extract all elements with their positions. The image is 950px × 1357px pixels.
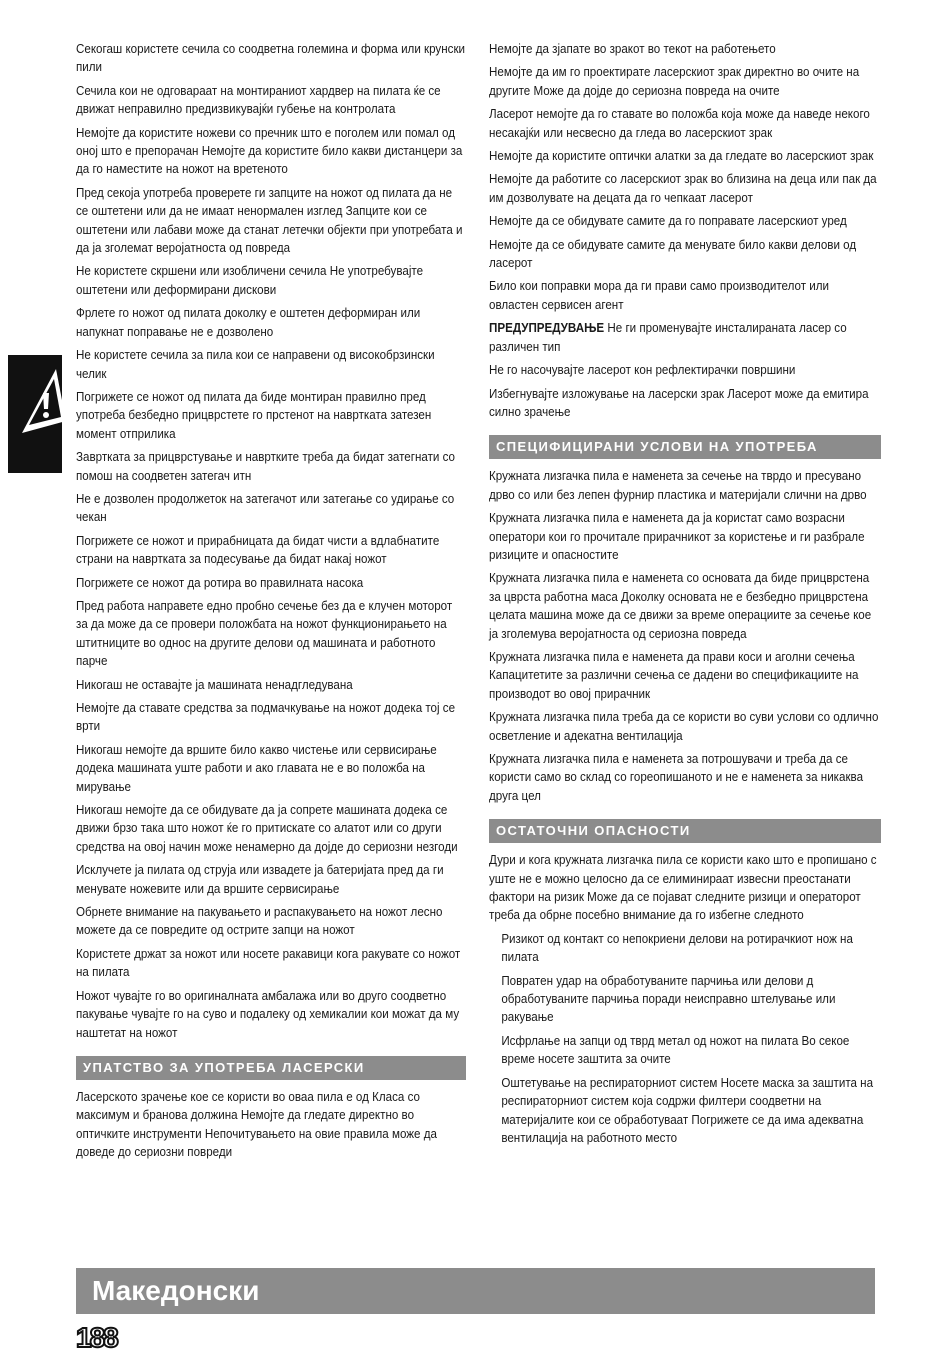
paragraph: Не го насочувајте ласерот кон рефлектирачки површини <box>489 362 796 378</box>
section-heading-residual: ОСТАТОЧНИ ОПАСНОСТИ <box>489 819 881 843</box>
page-number: 188 <box>76 1322 117 1353</box>
paragraph: Пред секоја употреба проверете ги запците на ножот од пилата да не се оштетени или да не имаат ненормален изглед Запците кои се оштетени или лабави може да станат летечки објекти при употребата и да ја зголемат веројатноста од повреда <box>76 184 463 256</box>
list-item: Повратен удар на обработуваните парчиња или делови д обработуваните парчиња поради неисправно штелување или ракување <box>501 972 836 1025</box>
paragraph: Немојте да ставате средства за подмачкување на ножот додека тој се врти <box>76 700 456 734</box>
paragraph: Пред работа направете едно пробно сечење без да е клучен моторот за да може да се провери положбата на ножот функционирањето на штитниците во однос на другите делови од машината и работното парче <box>76 597 453 669</box>
section-heading-laser: УПАТСТВО ЗА УПОТРЕБА ЛАСЕРСКИ <box>76 1056 466 1080</box>
paragraph: Погрижете се ножот да ротира во правилната насока <box>76 574 364 590</box>
paragraph: Никогаш немојте да се обидувате да ја сопрете машината додека се движи брзо така што ножот ќе го притискате со алатот или со други средства на овој начин може ненамерно да дојде до сериозни незгоди <box>76 802 458 854</box>
paragraph: Кружната лизгачка пила е наменета да прави коси и аголни сечења Капацитетите за различни сечења се дадени во спецификациите на производот во овој прирачник <box>489 648 859 701</box>
paragraph: Погрижете се ножот од пилата да биде монтиран правилно пред употреба безбедно прицврстете го прстенот на навртката затезен момент отприлика <box>76 388 432 441</box>
paragraph: Сечила кои не одговараат на монтираниот хардвер на пилата ќе се движат неправилно предизвикувајќи губење на контролата <box>76 82 441 117</box>
paragraph: Ножот чувајте го во оригиналната амбалажа или во друго соодветно пакување чувајте го на суво и подалеку од хемикалии кои можат да му наштетат на ножот <box>76 987 460 1040</box>
paragraph: Исклучете ја пилата од струја или извадете ја батеријата пред да ги менувате ножевите или да вршите сервисирање <box>76 862 444 896</box>
paragraph: Не е дозволен продолжеток на затегачот или затегање со удирање со чекан <box>76 490 455 525</box>
warning-triangle-icon <box>12 363 68 443</box>
list-item: Исфрлање на запци од тврд метал од ножот на пилата Во секое време носете заштита за очите <box>501 1032 850 1067</box>
list-item: Оштетување на респираторниот систем Носете маска за заштита на респираторниот систем која содржи филтери соодветни на материјалите кои се обработуваат Погрижете се да има адекватна вентилација на работното место <box>501 1074 874 1145</box>
paragraph: Обрнете внимание на пакувањето и распакувањето на ножот лесно можете да се повредите од острите запци на ножот <box>76 904 443 938</box>
paragraph: Завртката за прицврстување и навртките треба да бидат затегнати со помош на соодветен затегач итн <box>76 449 455 483</box>
language-bar <box>76 1268 875 1314</box>
paragraph: Кружната лизгачка пила треба да се користи во суви услови со одлично осветление и адекатна вентилација <box>489 709 879 743</box>
paragraph: Не користете скршени или изобличени сечила Не употребувајте оштетени или деформирани дискови <box>76 263 424 297</box>
warning-label: ПРЕДУПРЕДУВАЊЕ <box>489 320 605 336</box>
paragraph: Кружната лизгачка пила е наменета за потрошувачи и треба да се користи само во склад со гореопишаното и не е наменета за никаква друга цел <box>489 751 864 803</box>
paragraph: Немојте да користите оптички алатки за да гледате во ласерскиот зрак <box>489 148 874 164</box>
paragraph: Ласерот немојте да го ставате во положба која може да наведе некого несакајќи или несвесно да гледа во ласерскиот зрак <box>489 106 870 140</box>
paragraph: Немојте да работите со ласерскиот зрак во близина на деца или пак да им дозволувате на децата да го чепкаат ласерот <box>489 171 877 205</box>
paragraph: Немојте да им го проектирате ласерскиот зрак директно во очите на другите Може да дојде до сериозна повреда на очите <box>489 64 860 98</box>
paragraph: Ласерското зрачење кое се користи во оваа пила е од Класа со максимум и бранова должина Немојте да гледате директно во оптичките инструменти Непочитувањето на овие правила може да доведе до сериозни повреди <box>76 1088 437 1160</box>
list-item: Ризикот од контакт со непокриени делови на ротирачкиот нож на пилата <box>501 930 853 965</box>
right-column <box>489 40 881 1152</box>
section-heading-conditions: СПЕЦИФИЦИРАНИ УСЛОВИ НА УПОТРЕБА <box>489 435 881 459</box>
paragraph: Кружната лизгачка пила е наменета да ја користат само возрасни оператори кои го прочитале прирачникот за користење и ги разбрале ризиците и опасностите <box>489 510 865 562</box>
paragraph: Кружната лизгачка пила е наменета со основата да биде прицврстена за цврста работна маса Доколку основата не е безбедно прицврстена целата машина може да се движи за време операциите за сечење кое ја зголемува веројатноста од сериозна повреда <box>489 570 872 641</box>
paragraph: Погрижете се ножот и прирабницата да бидат чисти а вдлабнатите страни на навртката за подесување да бидат накај ножот <box>76 532 440 567</box>
paragraph: Користете држат за ножот или носете ракавици кога ракувате со ножот на пилата <box>76 945 461 980</box>
warning-paragraph <box>489 319 881 356</box>
paragraph: Не користете сечила за пила кои се направени од високобрзински челик <box>76 347 435 381</box>
paragraph: Немојте да се обидувате самите да го поправате ласерскиот уред <box>489 213 847 229</box>
paragraph: Кружната лизгачка пила е наменета за сечење на тврдо и пресувано дрво со или без лепен фурнир пластика и материјали слични на дрво <box>489 468 867 502</box>
paragraph: Било кои поправки мора да ги прави само производителот или овластен сервисен агент <box>489 278 829 312</box>
paragraph: Немојте да се обидувате самите да менувате било какви делови од ласерот <box>489 236 857 271</box>
language-title: Македонски <box>92 1275 260 1306</box>
paragraph: Никогаш не оставајте ја машината ненадгледувана <box>76 676 353 692</box>
paragraph: Секогаш користете сечила со соодветна големина и форма или крунски пили <box>76 41 466 75</box>
paragraph: Избегнувајте изложување на ласерски зрак Ласерот може да емитира силно зрачење <box>489 385 869 419</box>
paragraph: Немојте да користите ножеви со пречник што е поголем или помал од оној што е препорачан Немојте да користите било какви дистанцери за да го наместите на ножот на вретеното <box>76 124 463 177</box>
paragraph: Дури и кога кружната лизгачка пила се користи како што е пропишано с уште не е можно целосно да се елиминираат извесни преостанати фактори на ризик Може да се појават следните ризици и операторот треба да обрне посебно внимание да го избегне следното <box>489 852 877 923</box>
paragraph: Никогаш немојте да вршите било какво чистење или сервисирање додека машината уште работи и ако главата не е во положба на мирување <box>76 741 437 794</box>
paragraph: Фрлете го ножот од пилата доколку е оштетен деформиран или напукнат поправање не е дозволено <box>76 305 421 339</box>
left-column <box>76 40 466 1167</box>
warning-text: Не ги променувајте инсталираната ласер со различен тип <box>489 320 847 354</box>
warning-side-tab <box>8 355 62 473</box>
paragraph: Немојте да зјапате во зракот во текот на работењето <box>489 41 776 56</box>
